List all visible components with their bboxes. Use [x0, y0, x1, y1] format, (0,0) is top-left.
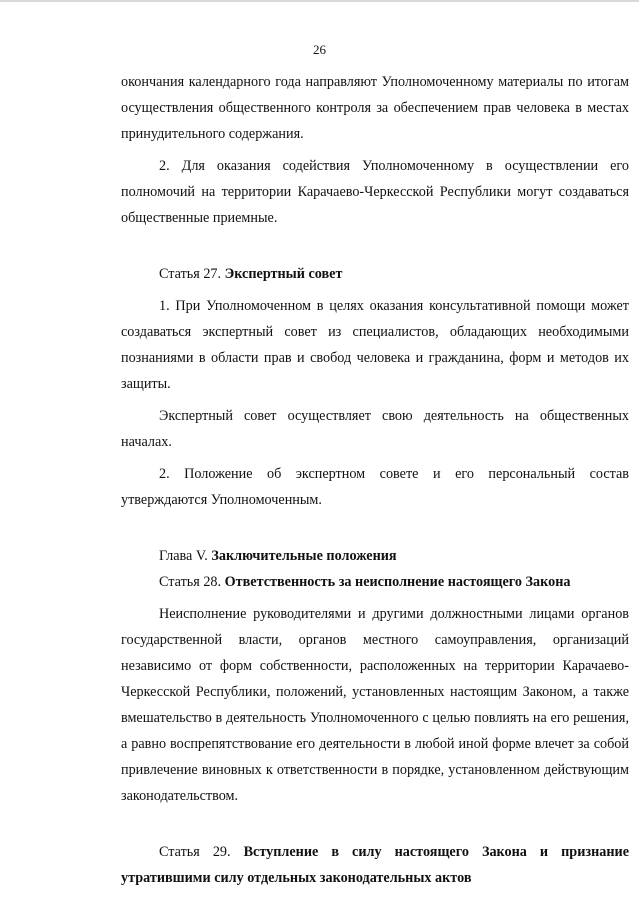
- article-number: Статья 27.: [159, 266, 225, 282]
- paragraph: окончания календарного года направляют Уполномоченному материалы по итогам осуществления общественного контроля за обеспечением прав человека в местах принудительного содержания.: [121, 74, 629, 142]
- article-number: Статья 29.: [159, 844, 244, 860]
- article-title: Ответственность за неисполнение настоящего Закона: [224, 574, 571, 590]
- article-28-heading: [121, 569, 629, 595]
- paragraph: 2. Для оказания содействия Уполномоченному в осуществлении его полномочий на территории Карачаево-Черкесской Республики могут создаваться общественные приемные.: [121, 158, 629, 226]
- paragraph: 2. Положение об экспертном совете и его персональный состав утверждаются Уполномоченным.: [121, 466, 629, 508]
- article-title: Экспертный совет: [224, 266, 343, 282]
- article-title: Вступление в силу настоящего Закона и признание утратившими силу отдельных законодательных актов: [121, 844, 629, 886]
- paragraph: Экспертный совет осуществляет свою деятельность на общественных началах.: [121, 408, 629, 450]
- chapter-title: Заключительные положения: [211, 548, 397, 564]
- document-body: [121, 69, 629, 891]
- page-number: 26: [313, 42, 326, 57]
- article-27-heading: [121, 261, 629, 287]
- paragraph: Неисполнение руководителями и другими должностными лицами органов государственной власти, органов местного самоуправления, организаций независимо от форм собственности, расположенных на территории Карачаево-Черкесской Республики, положений, установленных настоящим Законом, а также вмешательство в деятельность Уполномоченного с целью повлиять на его решения, а равно воспрепятствование его деятельности в любой иной форме влечет за собой привлечение виновных к ответственности в порядке, установленном действующим законодательством.: [121, 606, 629, 804]
- paragraph: 1. При Уполномоченном в целях оказания консультативной помощи может создаваться экспертный совет из специалистов, обладающих необходимыми познаниями в области прав и свобод человека и гражданина, форм и методов их защиты.: [121, 298, 629, 392]
- article-number: Статья 28.: [159, 574, 225, 590]
- chapter-number: Глава V.: [159, 548, 212, 564]
- scan-edge-line: [0, 0, 639, 2]
- article-29-heading: [121, 839, 629, 891]
- chapter-5-heading: [121, 543, 629, 569]
